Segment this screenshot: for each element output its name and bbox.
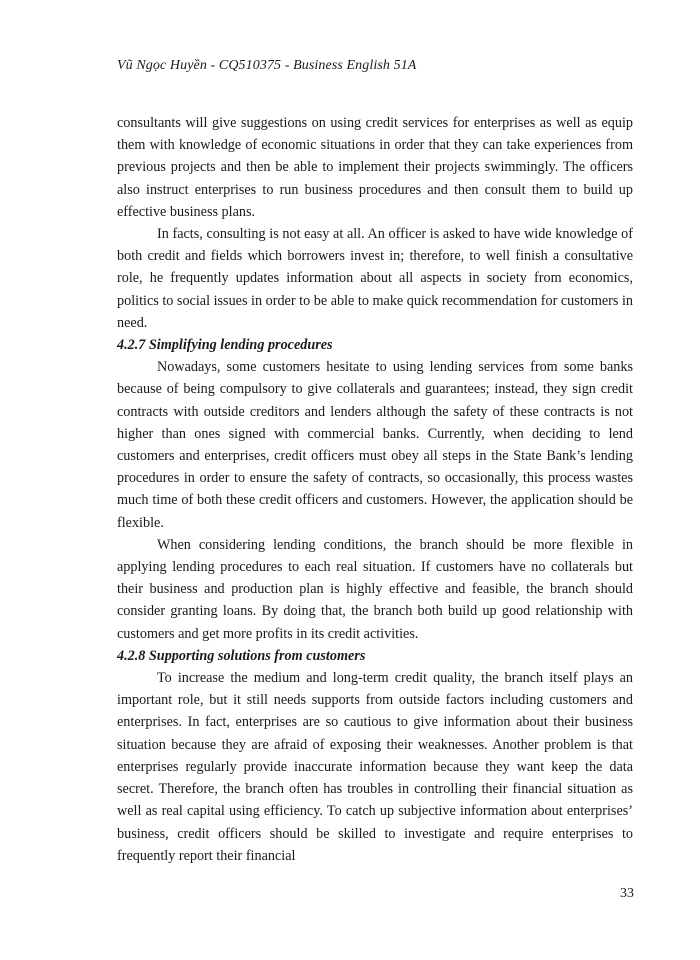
body-text [117,112,633,867]
section-heading: 4.2.7 Simplifying lending procedures [117,337,333,354]
page-number: 33 [620,886,634,901]
paragraph: To increase the medium and long-term credit quality, the branch itself plays an important role, but it still needs supports from outside factors including customers and enterprises. In fact, enterprises are so cautious to give information about their business situation because they are afraid of exposing their weaknesses. Another problem is that enterprises regularly provide inaccurate information because they want keep the data secret. Therefore, the branch often has troubles in controlling their financial situation as well as real capital using efficiency. To catch up subjective information about enterprises’ business, credit officers should be skilled to investigate and require enterprises to frequently report their financial [117,670,633,864]
paragraph: In facts, consulting is not easy at all. An officer is asked to have wide knowledge of both credit and fields which borrowers invest in; therefore, to well finish a consultative role, he frequently updates information about all aspects in society from economics, politics to social issues in order to be able to make quick recommendation for customers in need. [117,226,633,331]
paragraph: When considering lending conditions, the branch should be more flexible in applying lending procedures to each real situation. If customers have no collaterals but their business and production plan is highly effective and feasible, the branch should consider granting loans. By doing that, the branch both build up good relationship with customers and get more profits in its credit activities. [117,536,633,642]
paragraph: Nowadays, some customers hesitate to using lending services from some banks because of being compulsory to give collaterals and guarantees; instead, they sign credit contracts with outside creditors and lenders although the safety of these contracts is not higher than ones signed with commercial banks. Currently, when deciding to lend customers and enterprises, credit officers must obey all steps in the State Bank’s lending procedures in order to ensure the safety of contracts, so occasionally, this process wastes much time of both these credit officers and customers. However, the application should be flexible. [117,359,633,531]
section-heading: 4.2.8 Supporting solutions from customers [117,647,366,664]
paragraph: consultants will give suggestions on using credit services for enterprises as well as equip them with knowledge of economic situations in order that they can take experiences from previous projects and then be able to implement their projects swimmingly. The officers also instruct enterprises to run business procedures and then consult them to build up effective business plans. [117,115,633,220]
running-header: Vũ Ngọc Huyền - CQ510375 - Business English 51A [117,58,417,73]
